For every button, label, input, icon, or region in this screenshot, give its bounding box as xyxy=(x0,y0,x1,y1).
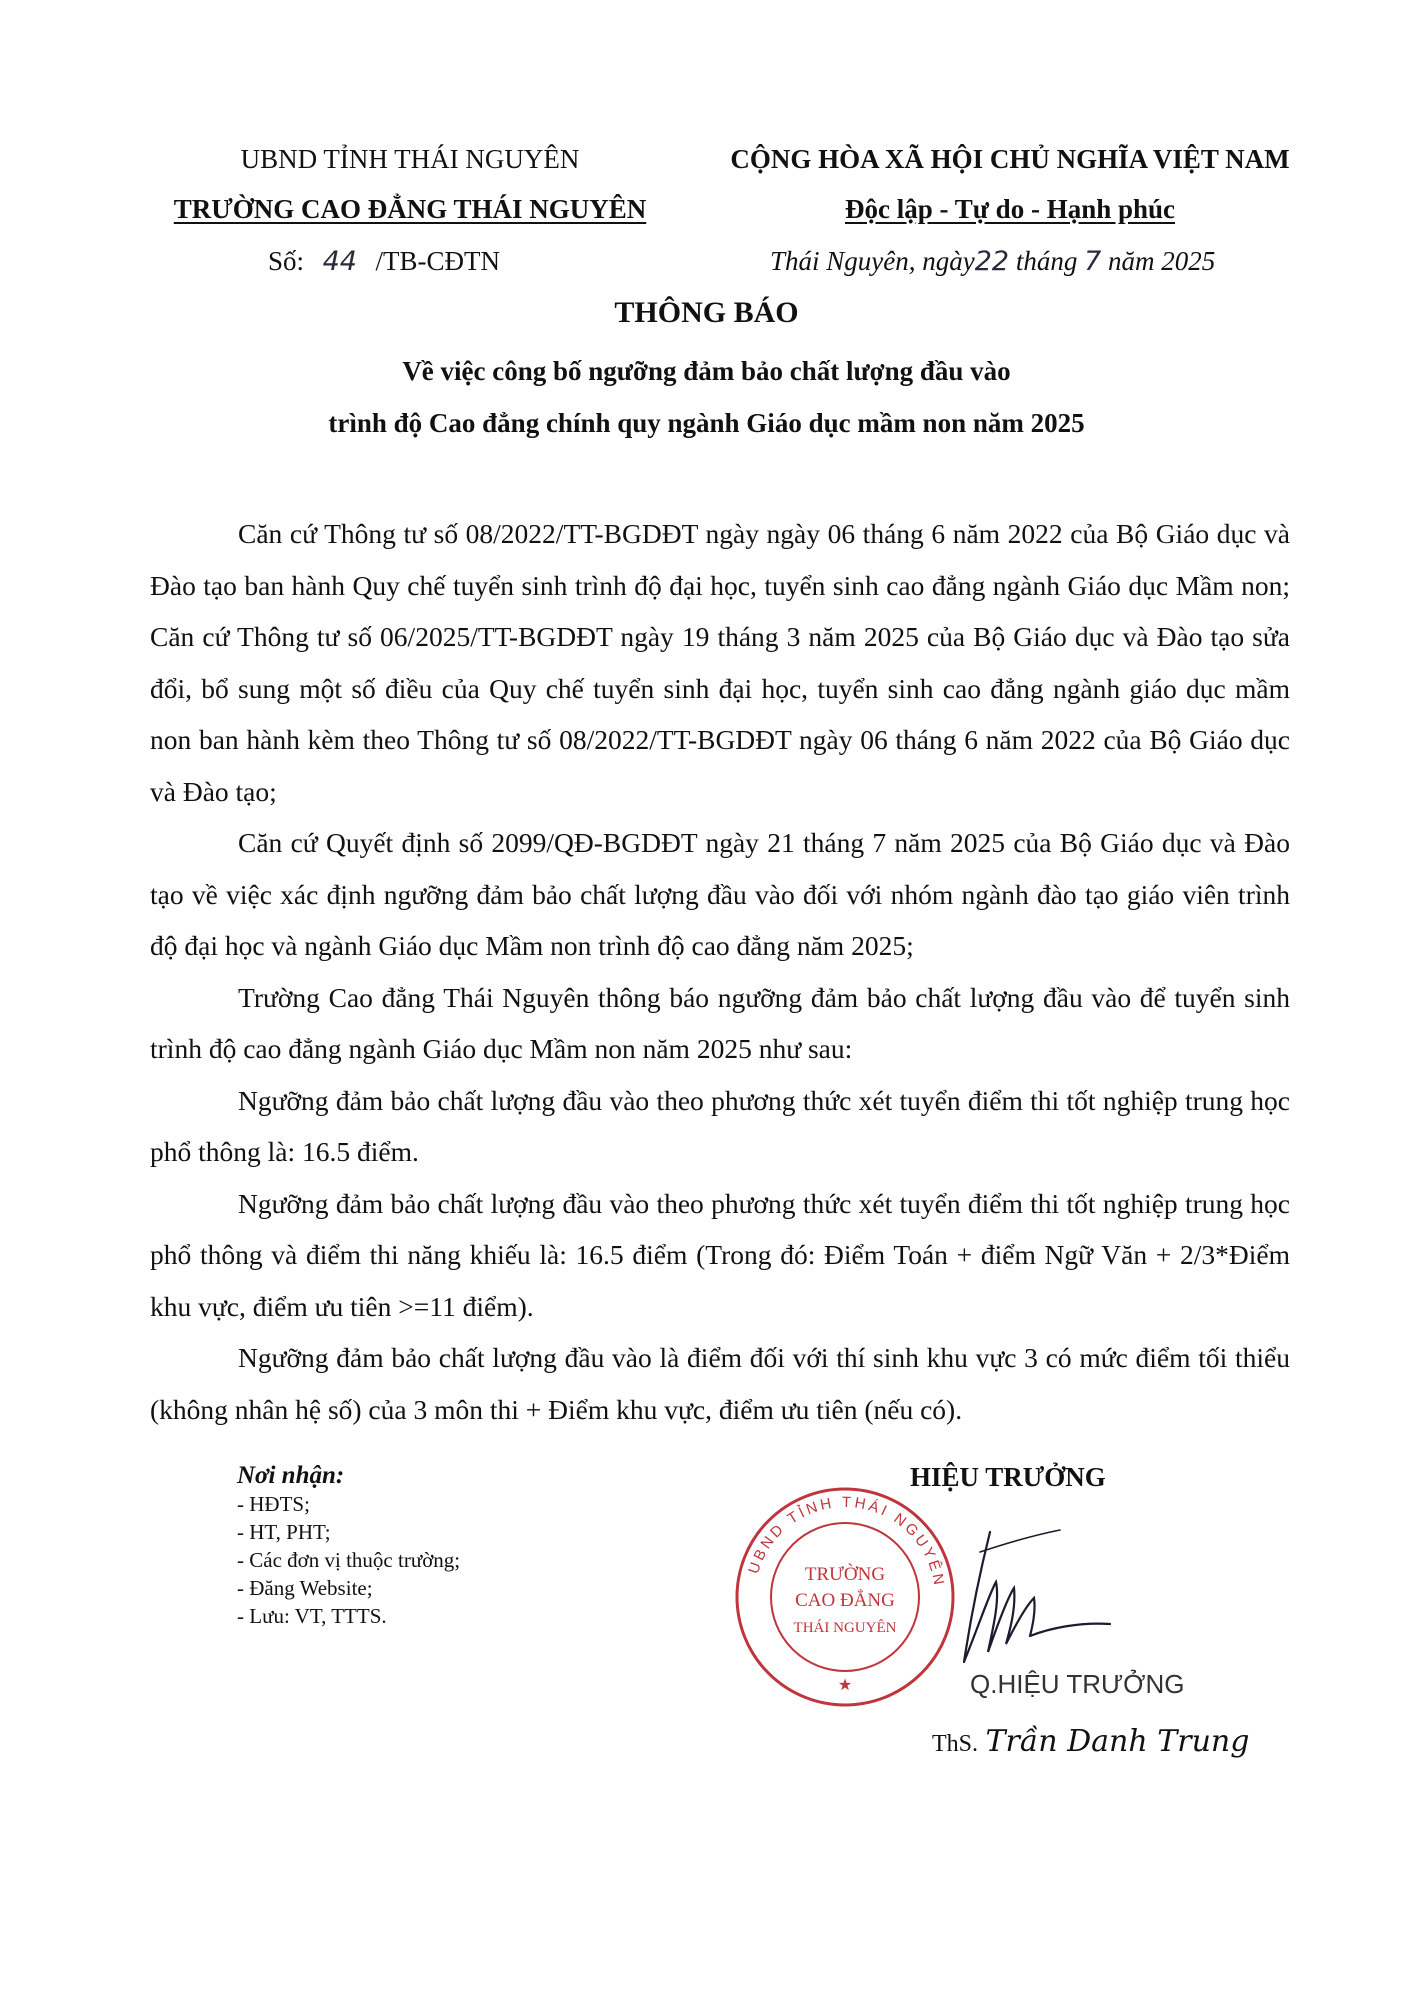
date-place: Thái Nguyên, ngày xyxy=(770,246,975,276)
issue-date xyxy=(770,246,1215,277)
stamp-inner-line2: CAO ĐẲNG xyxy=(795,1590,895,1611)
signer-name xyxy=(932,1724,1249,1759)
date-year: năm 2025 xyxy=(1108,246,1216,276)
document-title: THÔNG BÁO xyxy=(614,296,799,329)
signer-name-prefix: ThS. xyxy=(932,1731,979,1757)
recipients-block xyxy=(237,1462,460,1630)
handwritten-signature xyxy=(950,1512,1120,1672)
number-handwritten: 44 xyxy=(322,246,357,277)
authority-name: UBND TỈNH THÁI NGUYÊN xyxy=(240,144,580,174)
school-name xyxy=(130,194,690,225)
stamp-inner-line1: TRƯỜNG xyxy=(804,1564,886,1585)
recipient-item: - Các đơn vị thuộc trường; xyxy=(237,1548,461,1572)
official-stamp xyxy=(730,1482,960,1712)
date-month-label: tháng xyxy=(1015,246,1078,276)
date-month: 7 xyxy=(1084,246,1102,277)
stamp-inner-line3: THÁI NGUYÊN xyxy=(793,1620,897,1636)
document-subtitle-line1: Về việc công bố ngưỡng đảm bảo chất lượng đầu vào xyxy=(402,356,1011,386)
recipient-item: - Đăng Website; xyxy=(237,1576,373,1600)
recipient-item: - HT, PHT; xyxy=(237,1520,331,1544)
school-name-text: TRƯỜNG CAO ĐẲNG THÁI NGUYÊN xyxy=(173,194,647,224)
number-suffix: /TB-CĐTN xyxy=(375,246,501,276)
signer-title: HIỆU TRƯỞNG xyxy=(910,1462,1106,1492)
stamp-star-icon: ★ xyxy=(837,1677,853,1694)
date-day: 22 xyxy=(974,246,1010,277)
national-motto-text: Độc lập - Tự do - Hạnh phúc xyxy=(844,194,1176,224)
document-body xyxy=(150,508,1290,1435)
signer-name-text: Trần Danh Trung xyxy=(985,1724,1250,1759)
body-paragraph-legal-basis-2: Căn cứ Quyết định số 2099/QĐ-BGDĐT ngày 21 tháng 7 năm 2025 của Bộ Giáo dục và Đào tạo về việc xác định ngưỡng đảm bảo chất lượng đầu vào đối với nhóm ngành đào tạo giáo viên trình độ đại học và ngành Giáo dục Mầm non trình độ cao đẳng năm 2025; xyxy=(150,827,1290,961)
signer-role: Q.HIỆU TRƯỞNG xyxy=(970,1669,1185,1699)
body-paragraph-legal-basis-1: Căn cứ Thông tư số 08/2022/TT-BGDĐT ngày ngày 06 tháng 6 năm 2022 của Bộ Giáo dục và Đào tạo ban hành Quy chế tuyển sinh trình độ đại học, tuyển sinh cao đẳng ngành Giáo dục Mầm non; Căn cứ Thông tư số 06/2025/TT-BGDĐT ngày 19 tháng 3 năm 2025 của Bộ Giáo dục và Đào tạo sửa đổi, bổ sung một số điều của Quy chế tuyển sinh đại học, tuyển sinh cao đẳng ngành giáo dục mầm non ban hành kèm theo Thông tư số 08/2022/TT-BGDĐT ngày 06 tháng 6 năm 2022 của Bộ Giáo dục và Đào tạo; xyxy=(150,518,1290,807)
recipient-item: - HĐTS; xyxy=(237,1492,310,1516)
number-prefix: Số: xyxy=(268,246,305,276)
body-paragraph-threshold-2: Ngưỡng đảm bảo chất lượng đầu vào theo phương thức xét tuyển điểm thi tốt nghiệp trung học phổ thông và điểm thi năng khiếu là: 16.5 điểm (Trong đó: Điểm Toán + điểm Ngữ Văn + 2/3*Điểm khu vực, điểm ưu tiên >=11 điểm). xyxy=(150,1187,1290,1322)
recipients-heading: Nơi nhận: xyxy=(237,1462,345,1489)
body-paragraph-threshold-note: Ngưỡng đảm bảo chất lượng đầu vào là điểm đối với thí sinh khu vực 3 có mức điểm tối thiểu (không nhân hệ số) của 3 môn thi + Điểm khu vực, điểm ưu tiên (nếu có). xyxy=(150,1342,1290,1425)
republic-name: CỘNG HÒA XÃ HỘI CHỦ NGHĨA VIỆT NAM xyxy=(730,144,1290,174)
stamp-outer-text: UBND TỈNH THÁI NGUYÊN xyxy=(745,1493,948,1589)
recipient-item: - Lưu: VT, TTTS. xyxy=(237,1604,387,1628)
body-paragraph-announcement: Trường Cao đẳng Thái Nguyên thông báo ngưỡng đảm bảo chất lượng đầu vào để tuyển sinh trình độ cao đẳng ngành Giáo dục Mầm non năm 2025 như sau: xyxy=(150,981,1290,1064)
document-subtitle-line2: trình độ Cao đẳng chính quy ngành Giáo dục mầm non năm 2025 xyxy=(328,408,1085,438)
national-motto xyxy=(700,194,1320,225)
document-number xyxy=(268,246,500,277)
body-paragraph-threshold-1: Ngưỡng đảm bảo chất lượng đầu vào theo phương thức xét tuyển điểm thi tốt nghiệp trung học phổ thông là: 16.5 điểm. xyxy=(150,1084,1290,1167)
